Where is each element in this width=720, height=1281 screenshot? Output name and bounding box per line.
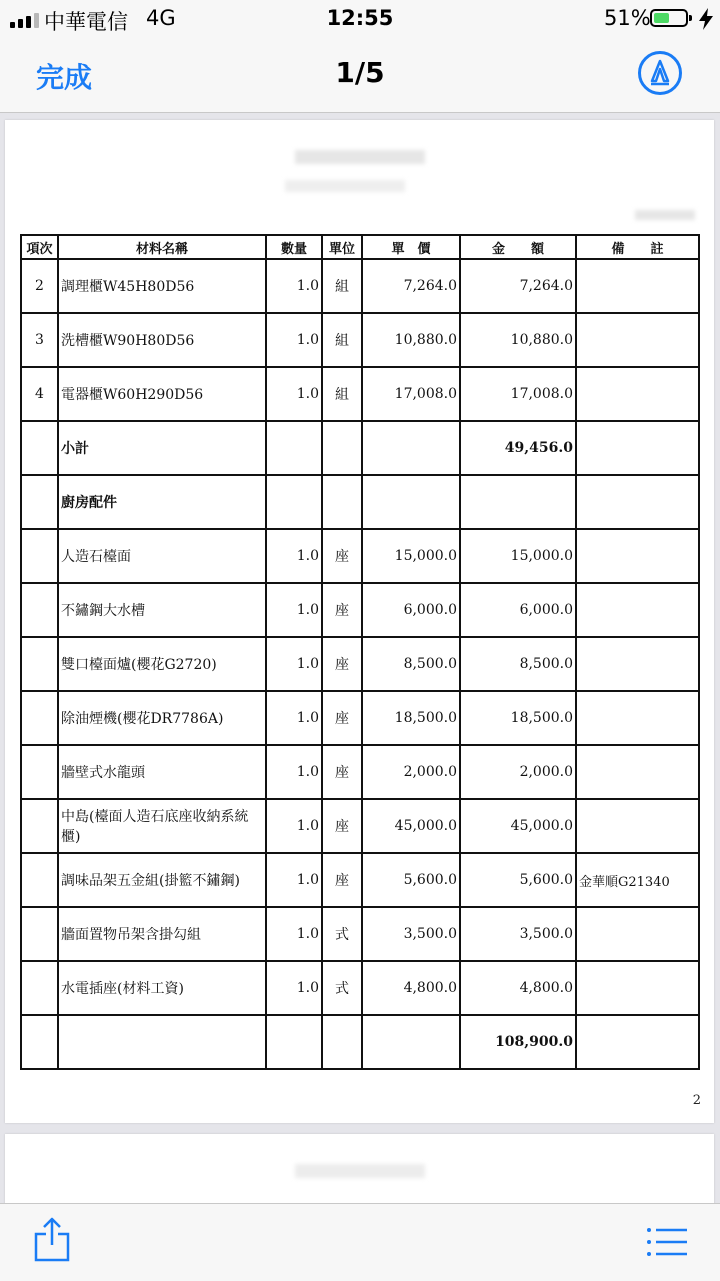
table-row (21, 907, 699, 961)
note-cell: 金華順G21340 (576, 853, 699, 907)
markup-pen-icon (648, 59, 672, 87)
unit-price-cell: 8,500.0 (362, 637, 460, 691)
unit-price-cell: 45,000.0 (362, 799, 460, 853)
item-number-cell (21, 691, 58, 745)
note-cell (576, 1015, 699, 1069)
amount-cell: 8,500.0 (460, 637, 576, 691)
material-name-cell: 不鏽鋼大水槽 (58, 583, 266, 637)
unit-cell: 式 (322, 907, 362, 961)
unit-price-cell: 6,000.0 (362, 583, 460, 637)
unit-cell: 座 (322, 583, 362, 637)
battery-tip (689, 15, 692, 21)
column-header: 項次 (21, 235, 58, 259)
note-cell (576, 367, 699, 421)
column-header: 材料名稱 (58, 235, 266, 259)
battery-fill (654, 13, 669, 23)
unit-price-cell (362, 1015, 460, 1069)
material-name-cell: 牆壁式水龍頭 (58, 745, 266, 799)
unit-price-cell: 3,500.0 (362, 907, 460, 961)
amount-cell: 2,000.0 (460, 745, 576, 799)
network-type: 4G (146, 6, 176, 30)
carrier-name: 中華電信 (44, 10, 128, 34)
unit-cell: 座 (322, 529, 362, 583)
quantity-cell: 1.0 (266, 907, 322, 961)
table-row (21, 583, 699, 637)
unit-price-cell: 17,008.0 (362, 367, 460, 421)
share-icon[interactable] (33, 1216, 71, 1262)
unit-price-cell: 2,000.0 (362, 745, 460, 799)
note-cell (576, 637, 699, 691)
material-name-cell: 調理櫃W45H80D56 (58, 259, 266, 313)
blurred-header (295, 1164, 425, 1178)
table-row (21, 475, 699, 529)
column-header: 金 額 (460, 235, 576, 259)
quantity-cell: 1.0 (266, 745, 322, 799)
quantity-cell: 1.0 (266, 583, 322, 637)
item-number-cell (21, 961, 58, 1015)
table-row (21, 745, 699, 799)
amount-cell: 5,600.0 (460, 853, 576, 907)
unit-cell: 座 (322, 799, 362, 853)
quantity-cell: 1.0 (266, 259, 322, 313)
unit-cell: 組 (322, 259, 362, 313)
unit-cell (322, 421, 362, 475)
unit-price-cell: 15,000.0 (362, 529, 460, 583)
amount-cell: 15,000.0 (460, 529, 576, 583)
column-header: 數量 (266, 235, 322, 259)
note-cell (576, 529, 699, 583)
material-name-cell: 水電插座(材料工資) (58, 961, 266, 1015)
document-page (5, 120, 714, 1123)
amount-cell: 18,500.0 (460, 691, 576, 745)
quotation-table (20, 234, 700, 1070)
done-button[interactable]: 完成 (36, 61, 93, 94)
item-number-cell (21, 1015, 58, 1069)
column-header: 單位 (322, 235, 362, 259)
quantity-cell (266, 475, 322, 529)
unit-price-cell (362, 475, 460, 529)
page-number: 2 (692, 1093, 701, 1108)
item-number-cell (21, 475, 58, 529)
unit-price-cell: 7,264.0 (362, 259, 460, 313)
table-row (21, 259, 699, 313)
item-number-cell (21, 421, 58, 475)
material-name-cell: 小計 (58, 421, 266, 475)
note-cell (576, 961, 699, 1015)
note-cell (576, 799, 699, 853)
note-cell (576, 421, 699, 475)
material-name-cell: 人造石檯面 (58, 529, 266, 583)
battery-percentage: 51% (604, 6, 651, 30)
quantity-cell: 1.0 (266, 961, 322, 1015)
clock: 12:55 (326, 6, 394, 30)
quantity-cell: 1.0 (266, 691, 322, 745)
unit-price-cell (362, 421, 460, 475)
note-cell (576, 907, 699, 961)
quantity-cell: 1.0 (266, 529, 322, 583)
amount-cell: 108,900.0 (460, 1015, 576, 1069)
material-name-cell: 雙口檯面爐(櫻花G2720) (58, 637, 266, 691)
quantity-cell: 1.0 (266, 637, 322, 691)
amount-cell: 17,008.0 (460, 367, 576, 421)
unit-cell: 組 (322, 367, 362, 421)
table-row (21, 313, 699, 367)
item-number-cell: 4 (21, 367, 58, 421)
battery-icon (650, 9, 688, 27)
note-cell (576, 313, 699, 367)
unit-cell (322, 1015, 362, 1069)
material-name-cell (58, 1015, 266, 1069)
amount-cell: 7,264.0 (460, 259, 576, 313)
item-number-cell: 2 (21, 259, 58, 313)
unit-price-cell: 10,880.0 (362, 313, 460, 367)
note-cell (576, 745, 699, 799)
unit-cell: 式 (322, 961, 362, 1015)
blurred-header (285, 180, 405, 192)
charging-bolt-icon (697, 8, 715, 30)
item-number-cell (21, 745, 58, 799)
item-number-cell (21, 529, 58, 583)
amount-cell: 3,500.0 (460, 907, 576, 961)
unit-cell: 座 (322, 691, 362, 745)
markup-button[interactable] (638, 51, 682, 95)
column-header: 備 註 (576, 235, 699, 259)
note-cell (576, 583, 699, 637)
item-number-cell (21, 637, 58, 691)
unit-cell (322, 475, 362, 529)
material-name-cell: 牆面置物吊架含掛勾組 (58, 907, 266, 961)
unit-cell: 座 (322, 745, 362, 799)
item-number-cell: 3 (21, 313, 58, 367)
unit-cell: 座 (322, 853, 362, 907)
quantity-cell (266, 421, 322, 475)
quantity-cell (266, 1015, 322, 1069)
quantity-cell: 1.0 (266, 853, 322, 907)
amount-cell: 45,000.0 (460, 799, 576, 853)
note-cell (576, 259, 699, 313)
item-number-cell (21, 583, 58, 637)
item-number-cell (21, 853, 58, 907)
material-name-cell: 調味品架五金組(掛籃不鏽鋼) (58, 853, 266, 907)
table-body (21, 259, 699, 1069)
unit-cell: 座 (322, 637, 362, 691)
quantity-cell: 1.0 (266, 799, 322, 853)
item-number-cell (21, 799, 58, 853)
unit-price-cell: 4,800.0 (362, 961, 460, 1015)
amount-cell (460, 475, 576, 529)
note-cell (576, 691, 699, 745)
quantity-cell: 1.0 (266, 313, 322, 367)
table-row (21, 799, 699, 853)
blurred-date (635, 210, 695, 220)
table-row (21, 421, 699, 475)
material-name-cell: 中島(檯面人造石底座收納系統櫃) (58, 799, 266, 853)
material-name-cell: 除油煙機(櫻花DR7786A) (58, 691, 266, 745)
amount-cell: 6,000.0 (460, 583, 576, 637)
table-row (21, 961, 699, 1015)
page-indicator: 1/5 (335, 56, 385, 89)
amount-cell: 49,456.0 (460, 421, 576, 475)
table-row (21, 367, 699, 421)
table-header-row (21, 235, 699, 259)
table-row (21, 853, 699, 907)
unit-price-cell: 5,600.0 (362, 853, 460, 907)
amount-cell: 10,880.0 (460, 313, 576, 367)
table-row (21, 1015, 699, 1069)
material-name-cell: 廚房配件 (58, 475, 266, 529)
unit-price-cell: 18,500.0 (362, 691, 460, 745)
table-row (21, 691, 699, 745)
list-icon[interactable] (646, 1226, 688, 1258)
quantity-cell: 1.0 (266, 367, 322, 421)
material-name-cell: 電器櫃W60H290D56 (58, 367, 266, 421)
bottom-toolbar (0, 1203, 720, 1281)
status-bar (0, 0, 720, 40)
table-row (21, 637, 699, 691)
blurred-header (295, 150, 425, 164)
unit-cell: 組 (322, 313, 362, 367)
note-cell (576, 475, 699, 529)
column-header: 單 價 (362, 235, 460, 259)
material-name-cell: 洗槽櫃W90H80D56 (58, 313, 266, 367)
item-number-cell (21, 907, 58, 961)
table-row (21, 529, 699, 583)
navigation-bar (0, 40, 720, 113)
amount-cell: 4,800.0 (460, 961, 576, 1015)
